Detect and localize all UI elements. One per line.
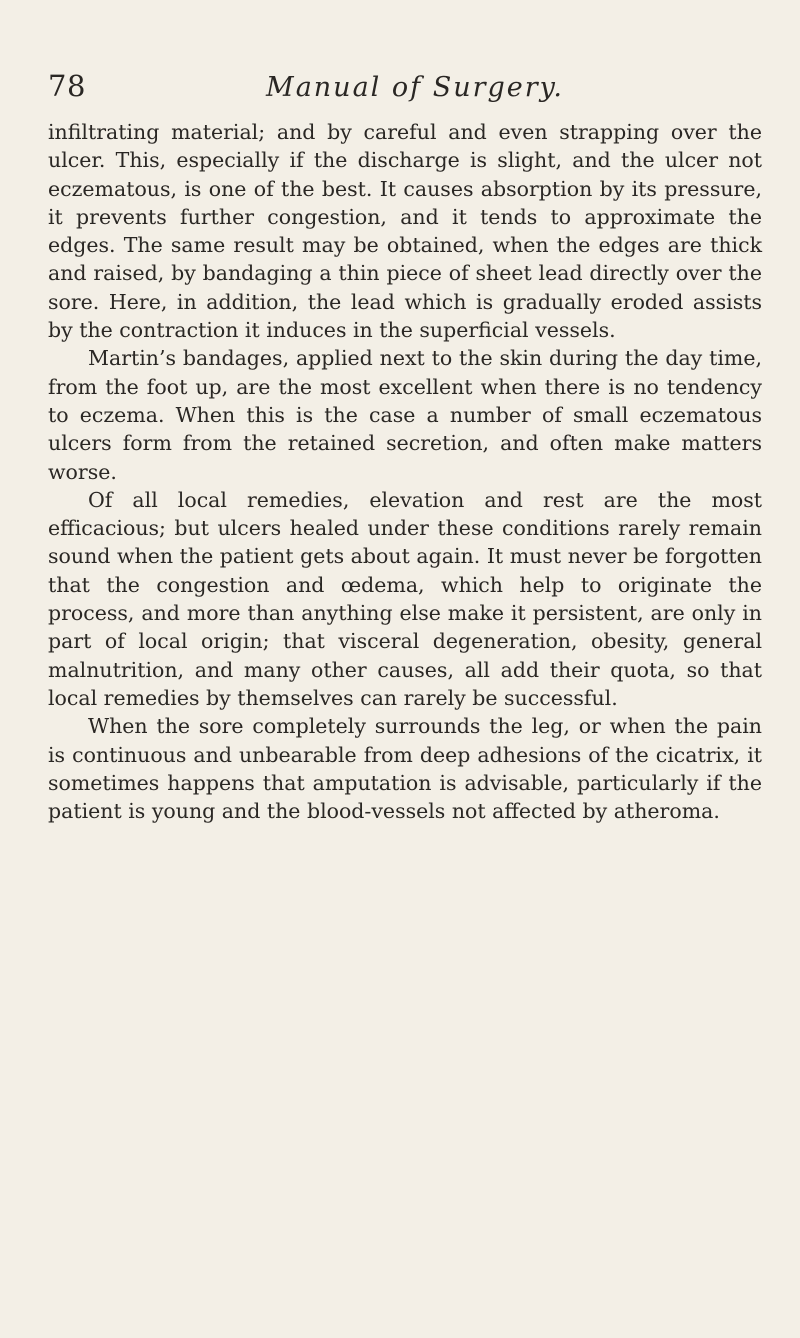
paragraph-amputation: When the sore completely surrounds the leg, or when the pain is continuous and unbearable from deep adhesions of the cicatrix, it sometimes happens that amputation is advisable, particularly if the patient is young and the blood-vessels not affected by atheroma. xyxy=(48,714,762,824)
running-title: Manual of Surgery. xyxy=(266,72,564,103)
paragraph-local-remedies: Of all local remedies, elevation and rest are the most efficacious; but ulcers healed under these conditions rarely remain sound when the patient gets about again. It must never be forgotten that the congestion and œdema, which help to originate the process, and more than anything else make it persistent, are only in part of local origin; that visceral degeneration, obesity, general malnutrition, and many other causes, all add their quota, so that local remedies by themselves can rarely be successful. xyxy=(48,487,762,710)
paragraph-martins-bandages: Martin’s bandages, applied next to the skin during the day time, from the foot up, are the most excellent when there is no tendency to eczema. When this is the case a number of small eczematous ulcers form from the retained secretion, and often make matters worse. xyxy=(48,346,762,484)
paragraph-continued: infiltrating material; and by careful and even strapping over the ulcer. This, especially if the discharge is slight, and the ulcer not eczematous, is one of the best. It causes absorption by its pressure, it prevents further congestion, and it tends to approximate the edges. The same result may be obtained, when the edges are thick and raised, by bandaging a thin piece of sheet lead directly over the sore. Here, in addition, the lead which is gradually eroded assists by the contraction it induces in the superficial vessels. xyxy=(48,120,762,343)
page-number: 78 xyxy=(48,69,86,103)
page-header xyxy=(48,69,762,112)
body-text xyxy=(48,118,762,825)
